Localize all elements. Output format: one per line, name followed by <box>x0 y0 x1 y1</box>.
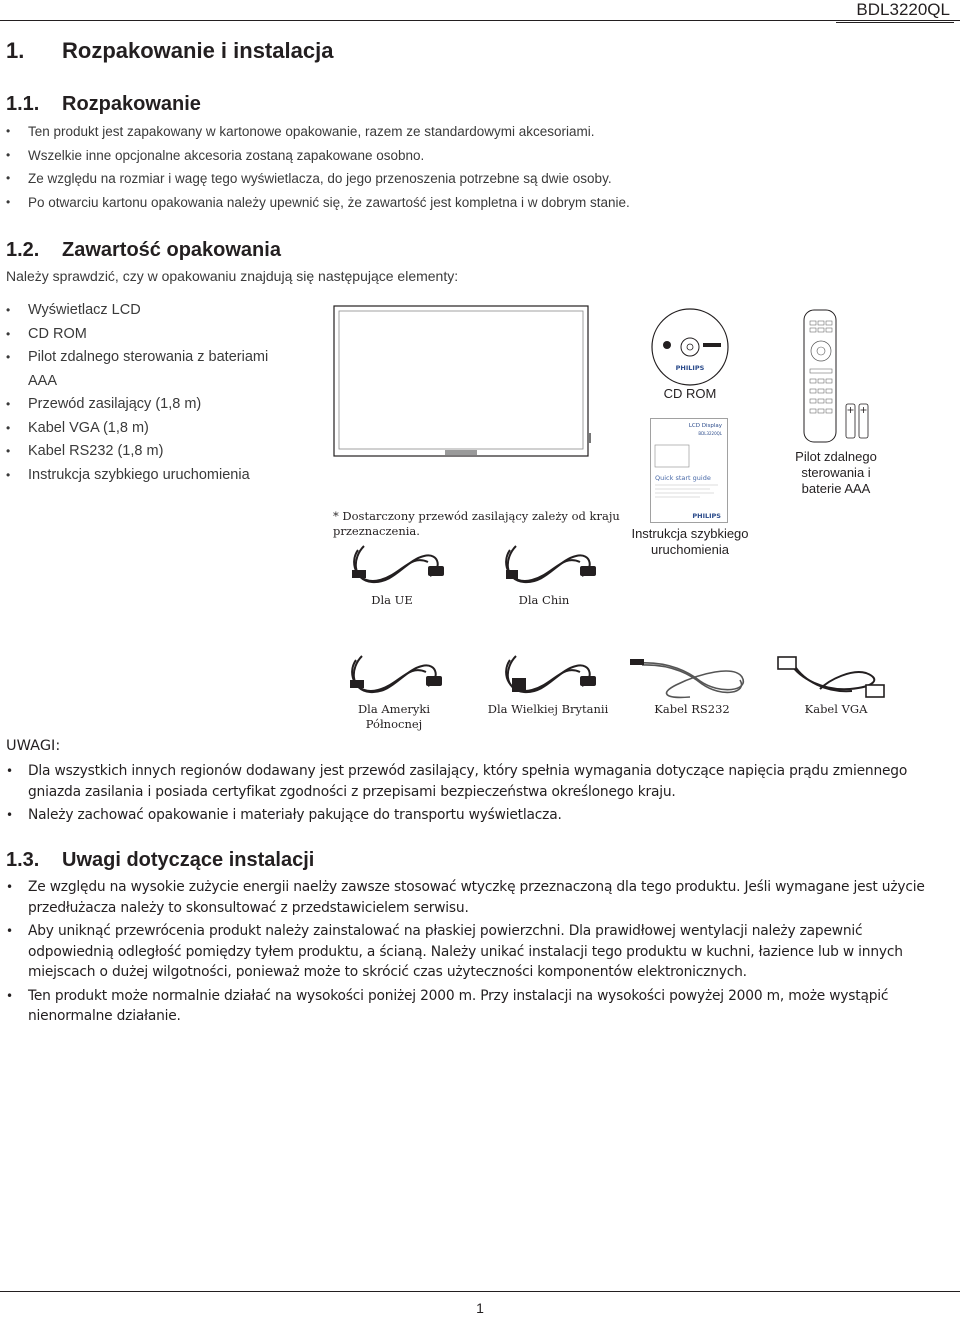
caption-rs232: Kabel RS232 <box>654 702 730 716</box>
caption-vga: Kabel VGA <box>804 702 868 716</box>
section-number: 1.3. <box>6 849 40 871</box>
list-item: • Wyświetlacz LCD <box>0 299 270 323</box>
chapter-number: 1. <box>6 38 25 63</box>
uk-power-cord-icon <box>496 650 600 702</box>
package-items-list <box>0 299 270 487</box>
cd-brand-text: PHILIPS <box>675 364 705 372</box>
list-item: • Ten produkt jest zapakowany w kartonowe opakowanie, razem ze standardowymi akcesoriami. <box>0 120 940 144</box>
footer-rule <box>0 1291 960 1292</box>
section-install-title <box>6 849 314 872</box>
list-item: • Ten produkt może normalnie działać na wysokości poniżej 2000 m. Przy instalacji na wysokości powyżej 2000 m, może wystąpić nienormalne działanie. <box>0 986 945 1027</box>
section-number: 1.1. <box>6 93 40 115</box>
header-rule <box>0 20 960 21</box>
chapter-title <box>6 38 333 64</box>
caption-remote: Pilot zdalnego sterowania i baterie AAA <box>795 449 877 496</box>
chapter-title-text: Rozpakowanie i instalacja <box>62 38 334 63</box>
caption-quick-start-guide: Instrukcja szybkiego uruchomienia <box>631 526 749 557</box>
guide-brand-text: PHILIPS <box>692 512 721 520</box>
contents-intro: Należy sprawdzić, czy w opakowaniu znajdują się następujące elementy: <box>6 268 459 284</box>
list-item: • Kabel RS232 (1,8 m) <box>0 440 270 464</box>
list-item: • Ze względu na rozmiar i wagę tego wyświetlacza, do jego przenoszenia potrzebne są dwie osoby. <box>0 167 940 191</box>
section-title-text: Rozpakowanie <box>62 93 201 115</box>
caption-north-america: Dla Ameryki Północnej <box>357 702 431 731</box>
list-item: • Ze względu na wysokie zużycie energii naelży zawsze stosować wtyczkę przeznaczoną dla tego produktu. Jeśli wymagane jest użycie przedłużacza należy to skonsultować z przedstawicielem serwisu. <box>0 877 945 918</box>
guide-lcd-text: LCD Display <box>688 423 722 429</box>
list-item: • Instrukcja szybkiego uruchomienia <box>0 464 270 488</box>
china-power-cord-icon <box>496 540 600 592</box>
section-title-text: Zawartość opakowania <box>62 239 281 261</box>
section-unpacking-title <box>6 93 201 116</box>
section-number: 1.2. <box>6 239 40 261</box>
power-cord-note: * Dostarczony przewód zasilający zależy od kraju przeznaczenia. <box>333 509 620 538</box>
model-number: BDL3220QL <box>836 0 954 23</box>
section-title-text: Uwagi dotyczące instalacji <box>62 849 315 871</box>
north-america-power-cord-icon <box>342 650 446 702</box>
remote-control-illustration <box>800 309 880 444</box>
list-item: • Należy zachować opakowanie i materiały pakujące do transportu wyświetlacza. <box>0 805 940 826</box>
guide-model-text: BDL3220QL <box>698 431 722 436</box>
list-item: • Dla wszystkich innych regionów dodawany jest przewód zasilający, który spełnia wymagania dotyczące napięcia prądu zmiennego gniazda zasilania i posiada certyfikat zgodności z przepisami bezpieczeństwa określonego kraju. <box>0 761 940 802</box>
list-item: • Pilot zdalnego sterowania z bateriami AAA <box>0 346 270 393</box>
list-item: • Wszelkie inne opcjonalne akcesoria zostaną zapakowane osobno. <box>0 144 940 168</box>
rs232-cable-icon <box>630 655 754 703</box>
quick-start-guide-illustration <box>650 418 728 523</box>
list-item: • CD ROM <box>0 323 270 347</box>
notes-list <box>0 761 940 829</box>
page-number: 1 <box>476 1300 484 1316</box>
caption-eu: Dla UE <box>371 593 413 607</box>
caption-uk: Dla Wielkiej Brytanii <box>487 702 609 716</box>
list-item: • Kabel VGA (1,8 m) <box>0 417 270 441</box>
notes-title: UWAGI: <box>6 738 61 754</box>
vga-cable-icon <box>770 655 894 703</box>
install-list <box>0 877 945 1030</box>
lcd-display-illustration <box>333 305 593 460</box>
unpacking-list <box>0 120 940 214</box>
list-item: • Aby uniknąć przewrócenia produkt należy zainstalować na płaskiej powierzchni. Dla prawidłowej wentylacji należy zapewnić odpowiednią odległość pomiędzy tyłem produktu, a ścianą. Należy unikać instalacji tego produktu w kuchni, łazience lub w innych miejscach o dużej wilgotności, ponieważ może to skrócić czas użyteczności komponentów elektronicznych. <box>0 921 945 983</box>
list-item: • Przewód zasilający (1,8 m) <box>0 393 270 417</box>
caption-china: Dla Chin <box>518 593 570 607</box>
section-contents-title <box>6 239 281 262</box>
caption-cd-rom: CD ROM <box>663 386 717 401</box>
cd-rom-disc-illustration <box>650 307 730 387</box>
guide-title-text: Quick start guide <box>655 474 711 482</box>
list-item: • Po otwarciu kartonu opakowania należy upewnić się, że zawartość jest kompletna i w dobrym stanie. <box>0 191 940 215</box>
eu-power-cord-icon <box>344 540 448 592</box>
